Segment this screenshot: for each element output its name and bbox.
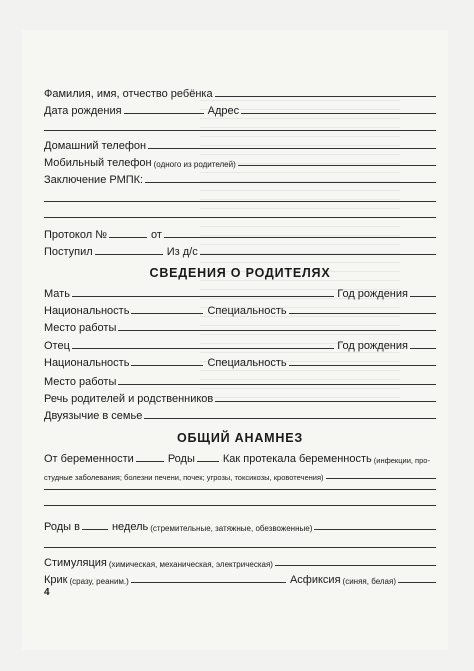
label-births-at: Роды в [44, 521, 80, 533]
note-pregnancy-course-2: студные заболевания; болезни печени, почек; угрозы, токсикозы, кровотечения) [44, 473, 324, 482]
field-pmpk[interactable] [145, 182, 436, 183]
label-stimulation: Стимуляция [44, 557, 107, 569]
row-pregnancy-note [44, 466, 436, 482]
label-home-phone: Домашний телефон [44, 140, 147, 152]
label-mother: Мать [44, 288, 70, 300]
field-child-name[interactable] [215, 96, 436, 97]
field-from-kindergarten[interactable] [200, 254, 436, 255]
field-mother-specialty[interactable] [289, 313, 436, 314]
label-protocol-from: от [151, 229, 162, 241]
field-father[interactable] [72, 348, 334, 349]
label-pregnancy-course: Как протекала беременность [222, 453, 372, 465]
field-pregnancy-course-line-3[interactable] [44, 505, 436, 506]
row-father-nationality [44, 353, 436, 369]
note-births: (стремительные, затяжные, обезвоженные) [150, 524, 313, 533]
row-pregnancy [44, 449, 436, 465]
row-mother-workplace [44, 318, 436, 334]
field-pregnancy-course-line-2[interactable] [44, 489, 436, 490]
field-mother-workplace[interactable] [118, 330, 436, 331]
field-birth-date[interactable] [124, 113, 204, 114]
field-arrived[interactable] [95, 254, 163, 255]
field-mobile-phone[interactable] [238, 165, 436, 166]
note-mobile-phone: (одного из родителей) [153, 160, 236, 169]
row-speech [44, 389, 436, 405]
label-child-name: Фамилия, имя, отчество ребёнка [44, 88, 213, 100]
label-father-birth-year: Год рождения [337, 340, 408, 352]
label-speech: Речь родителей и родственников [44, 393, 214, 405]
field-cry[interactable] [131, 582, 286, 583]
field-protocol-date[interactable] [164, 237, 436, 238]
note-cry: (сразу, реаним.) [69, 577, 129, 586]
field-father-specialty[interactable] [289, 365, 436, 366]
row-father-workplace [44, 372, 436, 388]
label-pmpk: Заключение РМПК: [44, 174, 144, 186]
field-births-weeks[interactable] [82, 529, 108, 530]
field-mother[interactable] [72, 296, 334, 297]
row-mother-nationality [44, 301, 436, 317]
field-mother-nationality[interactable] [131, 313, 203, 314]
field-father-birth-year[interactable] [410, 348, 436, 349]
field-mother-birth-year[interactable] [410, 296, 436, 297]
field-births-line-2[interactable] [44, 547, 436, 548]
row-stimulation [44, 553, 436, 569]
label-weeks: недель [111, 521, 149, 533]
heading-parents: СВЕДЕНИЯ О РОДИТЕЛЯХ [149, 266, 331, 280]
field-protocol-number[interactable] [109, 237, 147, 238]
field-address-line-2[interactable] [44, 130, 436, 131]
field-stimulation[interactable] [275, 565, 436, 566]
label-bilingual: Двуязычие в семье [44, 410, 143, 422]
label-mother-nationality: Национальность [44, 305, 130, 317]
label-mother-specialty: Специальность [207, 305, 287, 317]
label-births: Роды [167, 453, 195, 465]
heading-anamnesis: ОБЩИЙ АНАМНЕЗ [177, 431, 303, 445]
label-arrived: Поступил [44, 246, 93, 258]
field-father-workplace[interactable] [118, 384, 436, 385]
label-address: Адрес [207, 105, 240, 117]
field-address[interactable] [241, 113, 436, 114]
row-child-name [44, 84, 436, 100]
note-stimulation: (химическая, механическая, электрическая) [108, 560, 273, 569]
label-pregnancy-from: От беременности [44, 453, 134, 465]
label-mobile-phone: Мобильный телефон [44, 157, 152, 169]
row-pmpk [44, 170, 436, 186]
label-father-specialty: Специальность [207, 357, 287, 369]
label-protocol: Протокол № [44, 229, 108, 241]
row-births-weeks [44, 517, 436, 533]
row-mother [44, 284, 436, 300]
row-mobile-phone [44, 153, 436, 169]
field-speech[interactable] [215, 401, 436, 402]
field-home-phone[interactable] [148, 148, 436, 149]
row-arrived [44, 242, 436, 258]
note-asphyxia: (синяя, белая) [342, 577, 396, 586]
label-father-nationality: Национальность [44, 357, 130, 369]
field-asphyxia[interactable] [398, 582, 436, 583]
page-number: 4 [44, 587, 50, 598]
label-father: Отец [44, 340, 70, 352]
label-mother-workplace: Место работы [44, 322, 117, 334]
field-pregnancy-number[interactable] [136, 461, 164, 462]
field-pregnancy-course[interactable] [326, 478, 436, 479]
label-mother-birth-year: Год рождения [337, 288, 408, 300]
label-cry: Крик [44, 574, 68, 586]
note-pregnancy-course-1: (инфекции, про- [373, 456, 430, 465]
row-home-phone [44, 136, 436, 152]
label-birth-date: Дата рождения [44, 105, 122, 117]
row-cry [44, 570, 436, 586]
field-pmpk-line-2[interactable] [44, 201, 436, 202]
row-birth-address [44, 101, 436, 117]
field-births-type[interactable] [314, 529, 436, 530]
label-asphyxia: Асфиксия [289, 574, 341, 586]
field-father-nationality[interactable] [131, 365, 203, 366]
field-pmpk-line-3[interactable] [44, 217, 436, 218]
label-from-kindergarten: Из д/с [166, 246, 198, 258]
label-father-workplace: Место работы [44, 376, 117, 388]
field-births-number[interactable] [197, 461, 219, 462]
row-bilingual [44, 406, 436, 422]
row-protocol [44, 225, 436, 241]
row-father [44, 336, 436, 352]
field-bilingual[interactable] [144, 418, 436, 419]
